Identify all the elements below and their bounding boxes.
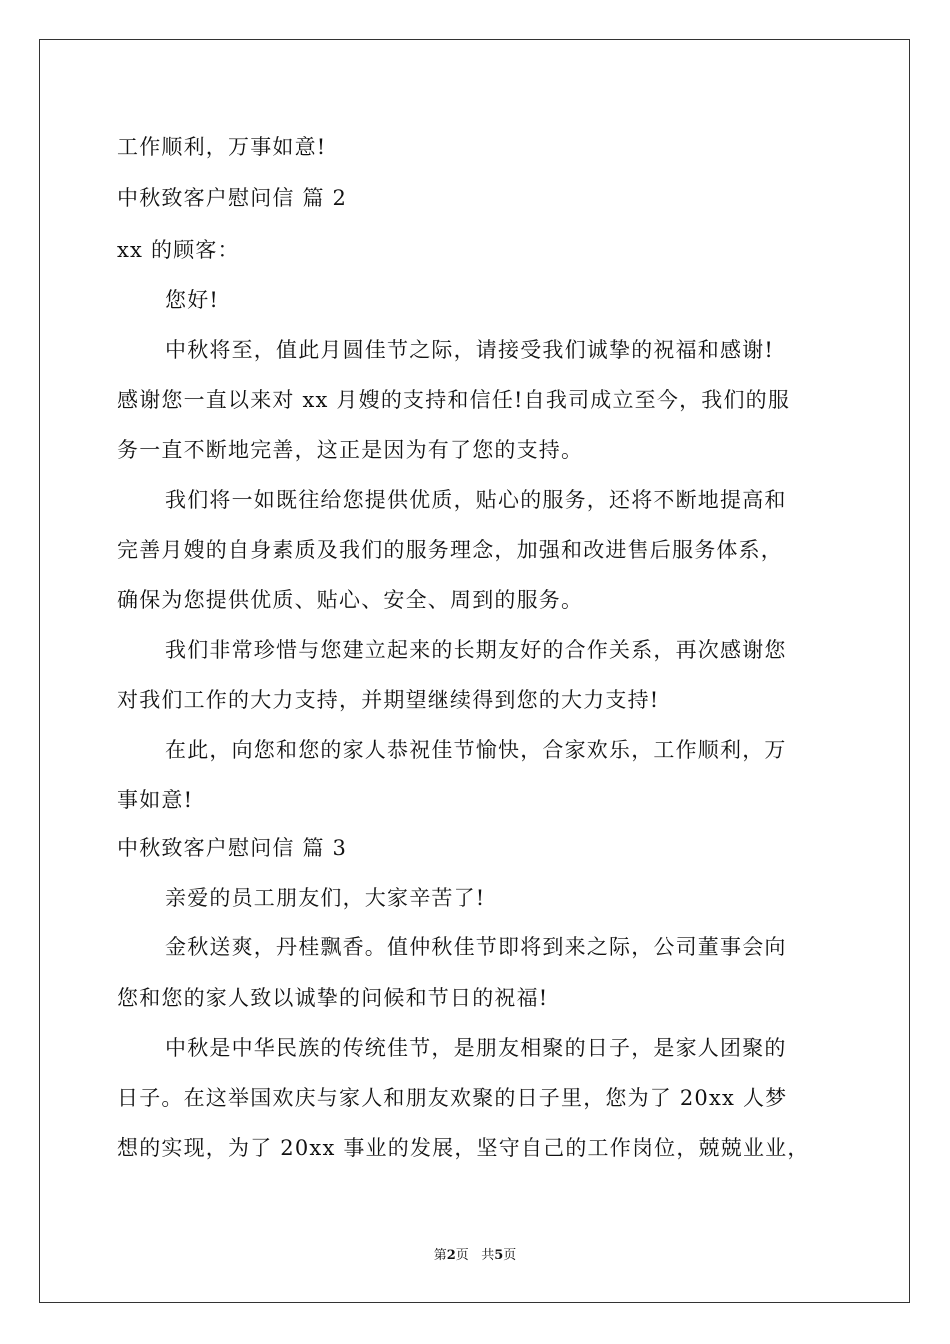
paragraph-line: 日子。在这举国欢庆与家人和朋友欢聚的日子里，您为了 20xx 人梦 bbox=[117, 1086, 788, 1110]
paragraph-line: 金秋送爽，丹桂飘香。值仲秋佳节即将到来之际，公司董事会向 bbox=[165, 935, 787, 959]
section-heading: 中秋致客户慰问信 篇 2 bbox=[117, 186, 348, 210]
page-border bbox=[39, 39, 910, 1303]
paragraph-line: 感谢您一直以来对 xx 月嫂的支持和信任!自我司成立至今，我们的服 bbox=[117, 388, 791, 412]
page-footer bbox=[0, 1247, 950, 1265]
text-line: 工作顺利，万事如意! bbox=[117, 135, 327, 159]
paragraph-line: 想的实现，为了 20xx 事业的发展，坚守自己的工作岗位，兢兢业业， bbox=[117, 1136, 810, 1160]
paragraph-line: 对我们工作的大力支持，并期望继续得到您的大力支持! bbox=[117, 688, 660, 712]
paragraph-line: 事如意! bbox=[117, 788, 194, 812]
paragraph-line: 确保为您提供优质、贴心、安全、周到的服务。 bbox=[117, 588, 584, 612]
salutation: xx 的顾客： bbox=[117, 238, 240, 262]
paragraph-line: 您和您的家人致以诚挚的问候和节日的祝福! bbox=[117, 986, 549, 1010]
total-prefix: 共 bbox=[481, 1248, 495, 1263]
paragraph-line: 在此，向您和您的家人恭祝佳节愉快，合家欢乐，工作顺利，万 bbox=[165, 738, 787, 762]
page-suffix: 页 bbox=[455, 1248, 469, 1263]
page-prefix: 第 bbox=[433, 1248, 447, 1263]
paragraph-line: 中秋将至，值此月圆佳节之际，请接受我们诚挚的祝福和感谢! bbox=[165, 338, 775, 362]
page-number: 2 bbox=[446, 1248, 456, 1263]
salutation: 亲爱的员工朋友们，大家辛苦了! bbox=[165, 886, 486, 910]
paragraph-line: 完善月嫂的自身素质及我们的服务理念，加强和改进售后服务体系， bbox=[117, 538, 783, 562]
section-heading: 中秋致客户慰问信 篇 3 bbox=[117, 836, 348, 860]
greeting: 您好! bbox=[165, 288, 220, 312]
paragraph-line: 我们将一如既往给您提供优质，贴心的服务，还将不断地提高和 bbox=[165, 488, 787, 512]
paragraph-line: 务一直不断地完善，这正是因为有了您的支持。 bbox=[117, 438, 584, 462]
paragraph-line: 中秋是中华民族的传统佳节，是朋友相聚的日子，是家人团聚的 bbox=[165, 1036, 787, 1060]
total-suffix: 页 bbox=[503, 1248, 517, 1263]
total-pages: 5 bbox=[494, 1248, 504, 1263]
paragraph-line: 我们非常珍惜与您建立起来的长期友好的合作关系，再次感谢您 bbox=[165, 638, 787, 662]
